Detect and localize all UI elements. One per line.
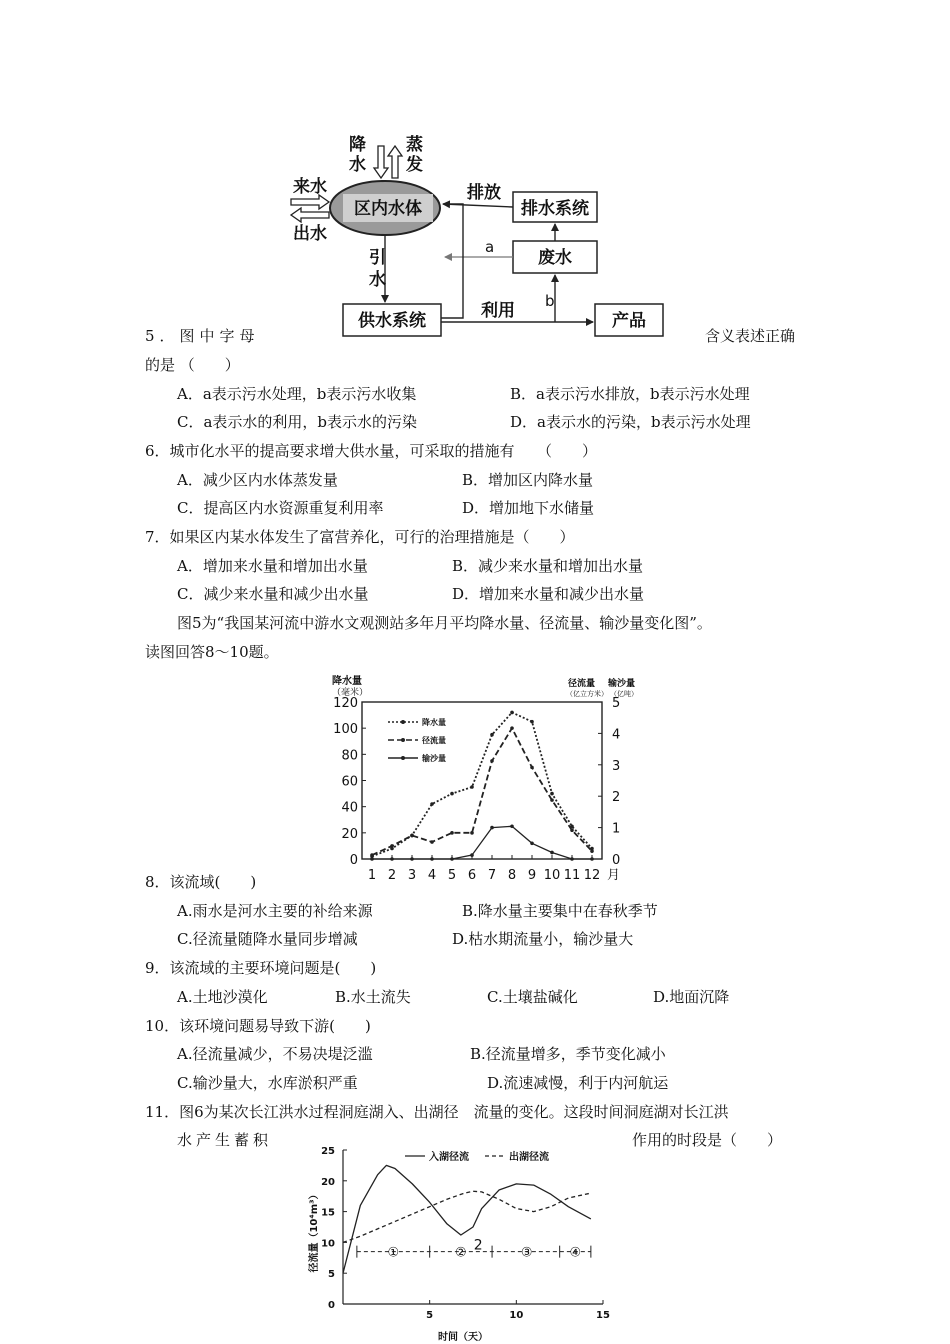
evap-arrow — [388, 146, 402, 178]
intro-line-2: 读图回答8～10题。 — [145, 643, 279, 661]
series-2-point — [430, 840, 434, 844]
y-tick-label: 20 — [321, 1176, 335, 1188]
x-tick-label: 4 — [427, 868, 437, 883]
series-3-point — [530, 842, 534, 846]
loop-line — [441, 204, 463, 318]
series-2-point — [410, 834, 414, 838]
y-right-unit-1: （亿立方米） — [566, 690, 608, 698]
x-tick-label: 5 — [447, 868, 457, 883]
legend-marker-2 — [401, 738, 405, 742]
series-3-point — [490, 826, 494, 830]
dongting-flow-chart — [303, 1138, 623, 1342]
series-1-point — [530, 720, 534, 724]
discharge-label: 排放 — [467, 183, 501, 203]
q7-option-c: C．减少来水量和减少出水量 — [177, 585, 369, 603]
x-tick-label: 15 — [596, 1310, 610, 1321]
q7-option-d: D．增加来水量和减少出水量 — [452, 585, 645, 603]
x-tick-label: 7 — [487, 868, 497, 883]
q7-stem: 7．如果区内某水体发生了富营养化，可行的治理措施是（ ） — [145, 528, 575, 546]
q11-stem-2-right: 作用的时段是（ ） — [632, 1131, 783, 1149]
outflow-label: 出水 — [293, 224, 327, 244]
intro-line-1: 图5为“我国某河流中游水文观测站多年月平均降水量、径流量、输沙量变化图”。 — [177, 614, 712, 632]
series-3-point — [390, 857, 394, 861]
series-1-point — [490, 733, 494, 737]
y-left-tick-label: 60 — [341, 774, 358, 790]
q5-option-b: B．a表示污水排放，b表示污水处理 — [510, 385, 750, 403]
plot-frame — [362, 702, 602, 859]
y-tick-label: 15 — [321, 1207, 335, 1219]
y-tick-label: 0 — [328, 1300, 335, 1311]
q9-option-a: A.土地沙漠化 — [177, 988, 268, 1006]
legend-label-2: 径流量 — [422, 736, 446, 745]
flow-line-1 — [343, 1165, 591, 1273]
series-line-3 — [372, 826, 592, 859]
series-2-point — [590, 849, 594, 853]
series-2-point — [390, 844, 394, 848]
y-right-unit-2: （亿吨） — [610, 690, 638, 698]
q7-option-a: A．增加来水量和增加出水量 — [177, 557, 368, 575]
series-2-point — [490, 759, 494, 763]
series-3-point — [510, 824, 514, 828]
water-body-label: 区内水体 — [354, 199, 422, 219]
precip-arrow — [374, 146, 388, 178]
period-label-4: ④ — [569, 1245, 582, 1261]
product-label: 产品 — [612, 311, 646, 331]
x-tick-label: 11 — [563, 868, 581, 883]
y-left-tick-label: 20 — [341, 826, 358, 842]
series-3-point — [410, 857, 414, 861]
label-a: a — [485, 238, 495, 256]
q9-option-b: B.水土流失 — [335, 988, 411, 1006]
flow-line-2 — [343, 1191, 591, 1242]
series-line-2 — [372, 728, 592, 855]
x-tick-label: 1 — [367, 868, 377, 883]
outflow-arrow — [291, 208, 329, 222]
y-left-tick-label: 120 — [333, 696, 358, 711]
series-1-point — [550, 792, 554, 796]
inflow-label: 来水 — [293, 177, 327, 197]
series-3-point — [570, 857, 574, 861]
x-tick-label: 10 — [543, 868, 561, 883]
evap-label-2: 发 — [406, 155, 423, 175]
q10-option-c: C.输沙量大，水库淤积严重 — [177, 1074, 358, 1092]
q8-option-d: D.枯水期流量小，输沙量大 — [452, 930, 634, 948]
q5-option-c: C．a表示水的利用，b表示水的污染 — [177, 413, 418, 431]
q6-option-b: B．增加区内降水量 — [462, 471, 594, 489]
x-axis-label: 时间（天） — [438, 1332, 488, 1343]
x-tick-label: 9 — [527, 868, 537, 883]
y-right-tick-label: 5 — [612, 696, 621, 711]
intake-label-2: 水 — [369, 270, 386, 290]
series-3-point — [470, 853, 474, 857]
y-left-tick-label: 0 — [349, 853, 358, 868]
series-1-point — [470, 785, 474, 789]
x-tick-label: 3 — [407, 868, 417, 883]
q10-option-d: D.流速减慢，利于内河航运 — [487, 1074, 669, 1092]
series-2-point — [570, 828, 574, 832]
x-tick-label: 12 — [583, 868, 601, 883]
q5-option-d: D．a表示水的污染，b表示污水处理 — [510, 413, 751, 431]
q7-option-b: B．减少来水量和增加出水量 — [452, 557, 644, 575]
series-2-point — [530, 766, 534, 770]
page-number: 2 — [473, 1237, 483, 1254]
intake-label-1: 引 — [369, 248, 386, 268]
x-tick-label: 5 — [426, 1310, 434, 1321]
series-2-point — [550, 798, 554, 802]
label-b: b — [545, 292, 555, 310]
q6-option-d: D．增加地下水储量 — [462, 499, 595, 517]
y-right-label-1: 径流量 — [568, 679, 596, 689]
drain-system-label: 排水系统 — [521, 199, 589, 219]
y-tick-label: 10 — [321, 1238, 335, 1250]
period-label-1: ① — [387, 1245, 400, 1261]
y-tick-label: 25 — [321, 1146, 335, 1157]
series-line-1 — [372, 712, 592, 856]
q10-stem: 10．该环境问题易导致下游( ) — [145, 1017, 371, 1035]
precip-label-1: 降 — [349, 135, 366, 155]
q11-stem-1: 11．图6为某次长江洪水过程洞庭湖入、出湖径 流量的变化。这段时间洞庭湖对长江洪 — [145, 1103, 729, 1121]
q9-stem: 9．该流域的主要环境问题是( ) — [145, 959, 377, 977]
q9-option-d: D.地面沉降 — [653, 988, 730, 1006]
legend-marker-1 — [401, 720, 405, 724]
inflow-arrow — [291, 195, 329, 209]
hydrology-chart — [330, 672, 638, 892]
evap-label-1: 蒸 — [406, 135, 423, 155]
x-unit: 月 — [607, 868, 621, 883]
legend-marker-3 — [401, 756, 405, 760]
period-label-2: ② — [455, 1245, 467, 1261]
series-1-point — [510, 711, 514, 715]
legend-label-2: 出湖径流 — [509, 1152, 549, 1163]
q10-option-b: B.径流量增多，季节变化减小 — [470, 1045, 666, 1063]
q5-stem-2: 的是 （ ） — [145, 356, 240, 374]
x-tick-label: 2 — [387, 868, 397, 883]
y-right-tick-label: 2 — [612, 790, 621, 806]
use-label: 利用 — [481, 301, 515, 321]
legend-label-1: 入湖径流 — [429, 1152, 469, 1163]
wastewater-label: 废水 — [538, 248, 572, 268]
q11-stem-2-left: 水产生蓄积 — [177, 1131, 273, 1149]
legend-label-3: 输沙量 — [422, 754, 446, 763]
legend-label-1: 降水量 — [422, 718, 446, 727]
y-right-tick-label: 0 — [612, 853, 621, 868]
q8-stem: 8．该流域( ) — [145, 873, 257, 891]
series-1-point — [450, 792, 454, 796]
y-tick-label: 5 — [328, 1269, 335, 1281]
q5-option-a: A．a表示污水处理，b表示污水收集 — [177, 385, 417, 403]
q9-option-c: C.土壤盐碱化 — [487, 988, 578, 1006]
series-3-point — [550, 851, 554, 855]
series-2-point — [510, 726, 514, 730]
y-right-label-2: 输沙量 — [608, 679, 636, 689]
q8-option-a: A.雨水是河水主要的补给来源 — [177, 902, 373, 920]
series-1-point — [430, 802, 434, 806]
y-left-tick-label: 100 — [333, 722, 358, 738]
period-label-3: ③ — [520, 1245, 533, 1261]
y-left-unit: （毫米） — [332, 688, 369, 698]
y-right-tick-label: 4 — [612, 727, 621, 743]
q6-stem: 6．城市化水平的提高要求增大供水量，可采取的措施有 （ ） — [145, 442, 598, 460]
y-left-label: 降水量 — [332, 676, 362, 687]
series-2-point — [450, 831, 454, 835]
y-right-tick-label: 3 — [612, 758, 621, 774]
q6-option-a: A．减少区内水体蒸发量 — [177, 471, 338, 489]
x-tick-label: 10 — [509, 1310, 524, 1321]
x-tick-label: 8 — [507, 868, 517, 883]
series-2-point — [470, 831, 474, 835]
series-3-point — [430, 857, 434, 861]
y-axis-label: 径流量（10⁴m³） — [309, 1189, 320, 1273]
y-left-tick-label: 80 — [341, 748, 358, 764]
series-3-point — [450, 857, 454, 861]
y-left-tick-label: 40 — [341, 800, 358, 816]
q10-option-a: A.径流量减少，不易决堤泛滥 — [177, 1045, 373, 1063]
q8-option-c: C.径流量随降水量同步增减 — [177, 930, 358, 948]
q5-stem-right: 含义表述正确 — [705, 327, 796, 345]
q8-option-b: B.降水量主要集中在春秋季节 — [462, 902, 658, 920]
water-cycle-diagram — [285, 128, 646, 343]
q6-option-c: C．提高区内水资源重复利用率 — [177, 499, 384, 517]
series-3-point — [590, 857, 594, 861]
q5-stem-left: 5．图中字母 — [145, 327, 260, 345]
precip-label-2: 水 — [349, 155, 366, 175]
series-3-point — [370, 857, 374, 861]
x-tick-label: 6 — [467, 868, 477, 883]
series-2-point — [370, 853, 374, 857]
supply-system-label: 供水系统 — [358, 311, 426, 331]
y-right-tick-label: 1 — [612, 821, 621, 837]
